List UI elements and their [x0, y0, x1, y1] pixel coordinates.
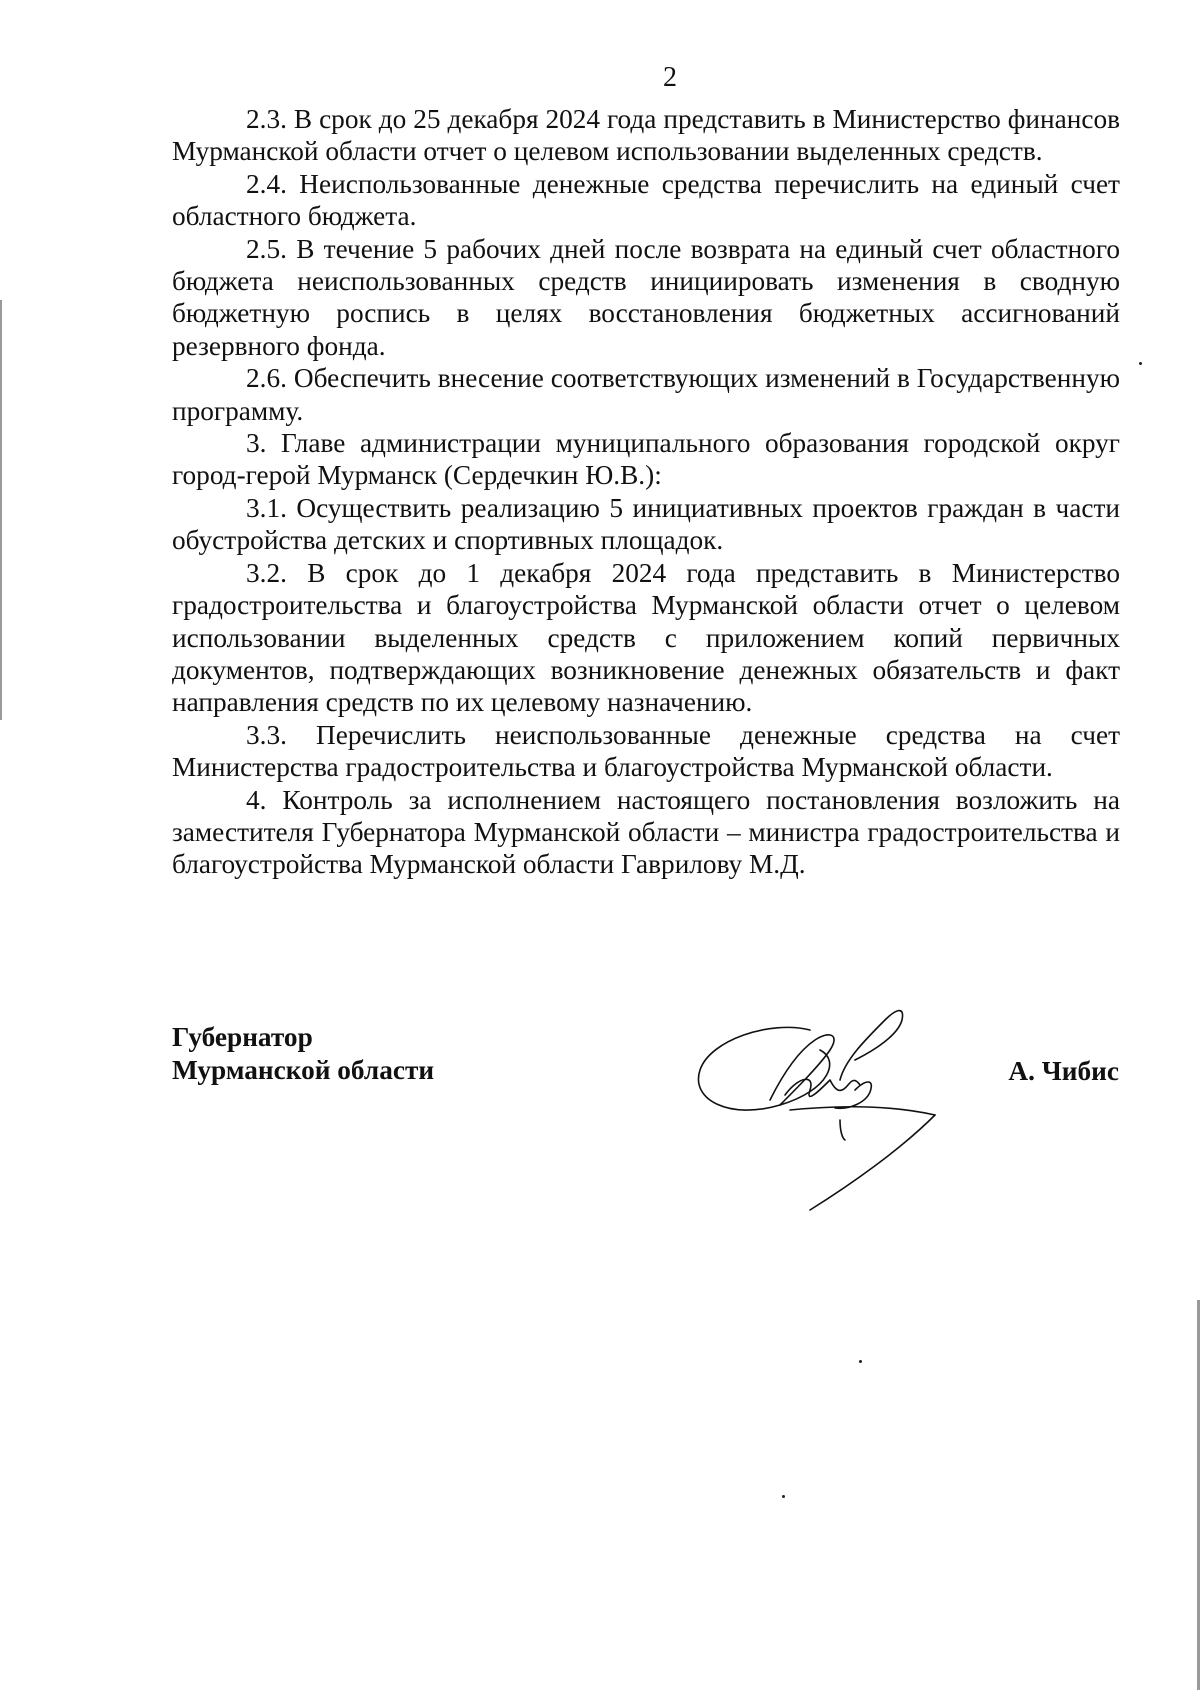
handwritten-signature	[690, 980, 950, 1220]
paragraph-2-3: 2.3. В срок до 25 декабря 2024 года представить в Министерство финансов Мурманской области отчет о целевом использовании выделенных средств.	[172, 104, 1120, 167]
paragraph-3-1: 3.1. Осуществить реализацию 5 инициативных проектов граждан в части обустройства детских и спортивных площадок.	[172, 492, 1120, 556]
signatory-position-line2: Мурманской области	[172, 1055, 435, 1085]
signatory-position-line1: Губернатор	[172, 1022, 313, 1052]
paragraph-2-4: 2.4. Неиспользованные денежные средства перечислить на единый счет областного бюджета.	[172, 168, 1120, 232]
scan-edge-mark-left	[0, 300, 2, 720]
document-body	[172, 103, 1120, 881]
scan-speck	[1139, 362, 1142, 365]
paragraph-2-6: 2.6. Обеспечить внесение соответствующих изменений в Государственную программу.	[172, 363, 1120, 426]
signatory-name: А. Чибис	[1008, 1056, 1119, 1086]
paragraph-4: 4. Контроль за исполнением настоящего постановления возложить на заместителя Губернатора Мурманской области – министра градостроительства и благоустройства Мурманской области Гаврилову М.Д.	[172, 784, 1120, 880]
paragraph-2-5: 2.5. В течение 5 рабочих дней после возврата на единый счет областного бюджета неиспользованных средств инициировать изменения в сводную бюджетную роспись в целях восстановления бюджетных ассигнований резервного фонда.	[172, 233, 1120, 361]
scan-speck	[859, 1360, 862, 1363]
scan-speck	[782, 1495, 785, 1498]
signatory-position	[172, 1021, 434, 1087]
page-number: 2	[663, 62, 677, 93]
paragraph-3: 3. Главе администрации муниципального образования городской округ город-герой Мурманск (Сердечкин Ю.В.):	[172, 428, 1120, 491]
paragraph-3-2: 3.2. В срок до 1 декабря 2024 года представить в Министерство градостроительства и благоустройства Мурманской области отчет о целевом использовании выделенных средств с приложением копий первичных документов, подтверждающих возникновение денежных обязательств и факт направления средств по их целевому назначению.	[172, 557, 1120, 718]
paragraph-3-3: 3.3. Перечислить неиспользованные денежные средства на счет Министерства градостроительства и благоустройства Мурманской области.	[172, 719, 1120, 783]
